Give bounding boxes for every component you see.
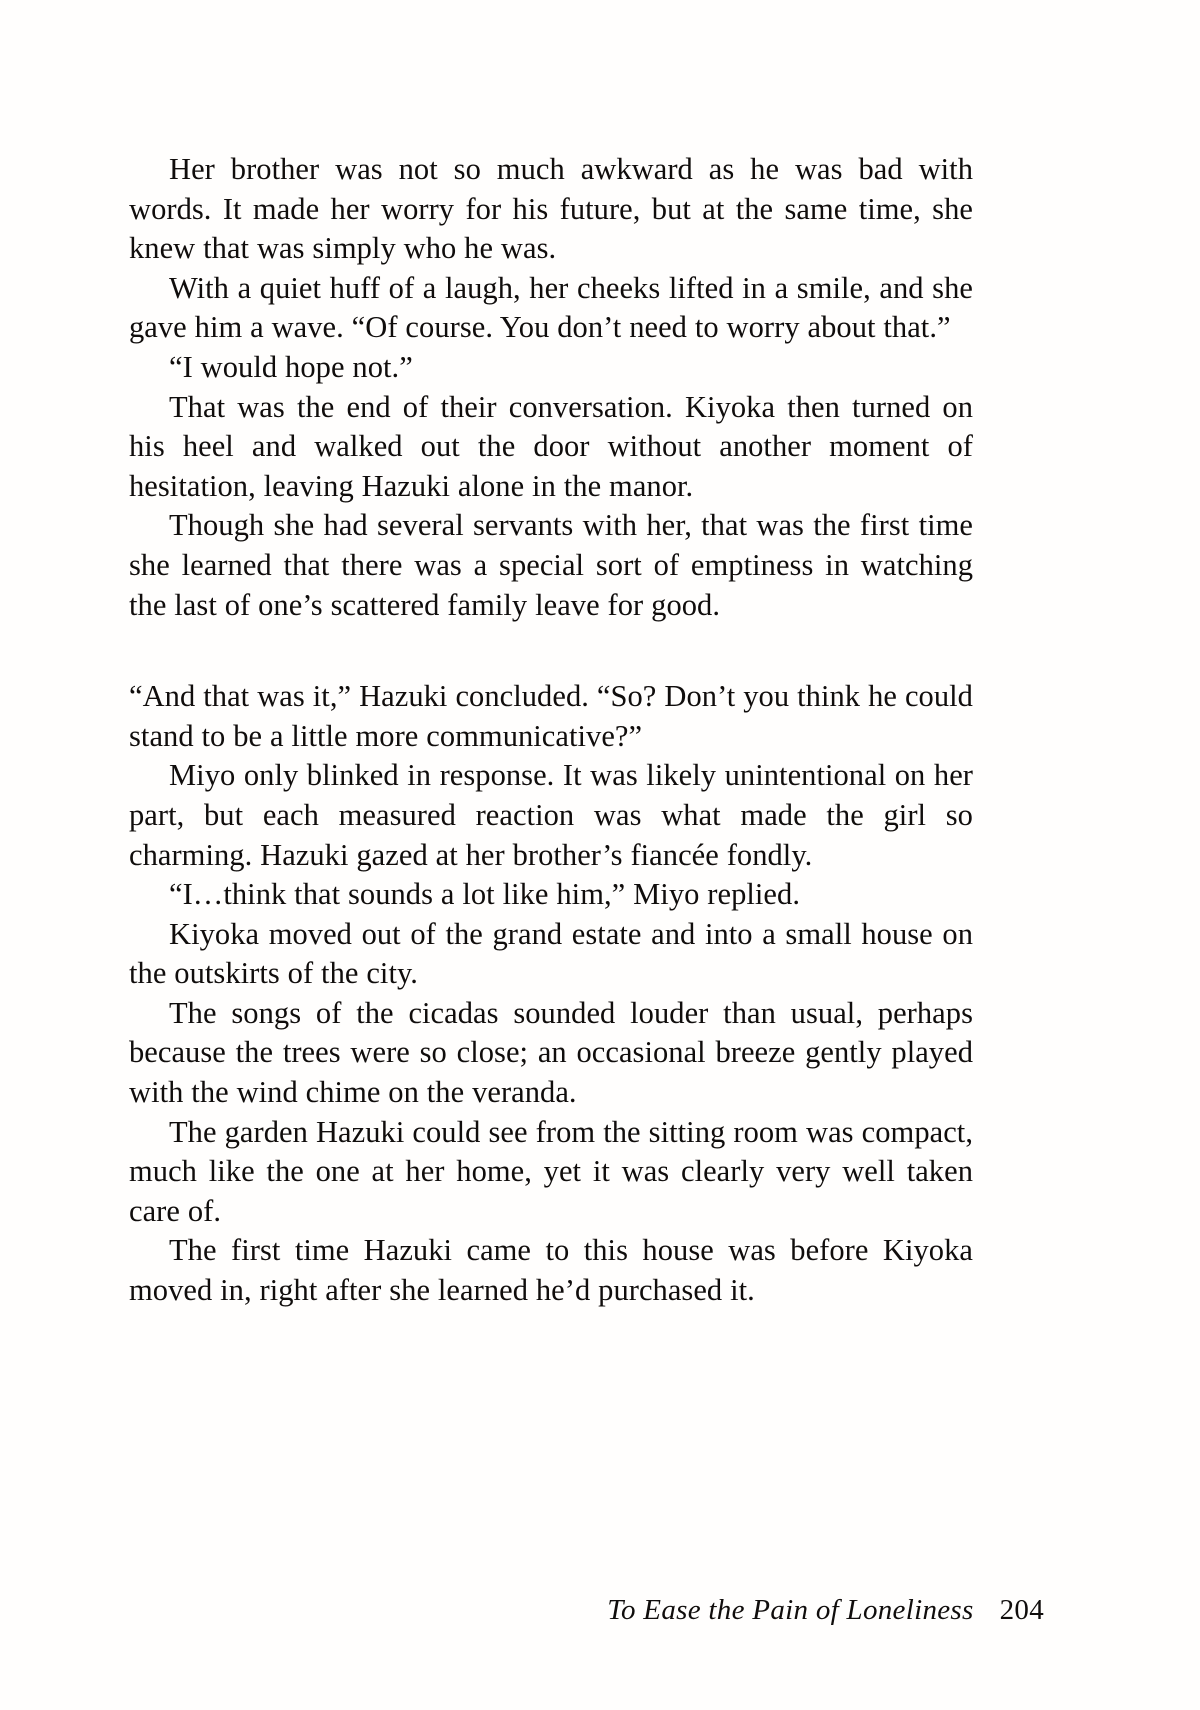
- scene-break: [129, 625, 973, 677]
- paragraph: Though she had several servants with her, that was the first time she learned that there was a special sort of emptiness in watching the last of one’s scattered family leave for good.: [129, 508, 973, 622]
- paragraph: The garden Hazuki could see from the sitting room was compact, much like the one at her home, yet it was clearly very well taken care of.: [129, 1114, 973, 1228]
- paragraph: The songs of the cicadas sounded louder than usual, perhaps because the trees were so close; an occasional breeze gently played with the wind chime on the veranda.: [129, 995, 973, 1110]
- paragraph: Miyo only blinked in response. It was likely unintentional on her part, but each measured reaction was what made the girl so charming. Hazuki gazed at her brother’s fiancée fondly.: [129, 758, 973, 872]
- paragraph: “And that was it,” Hazuki concluded. “So? Don’t you think he could stand to be a little more communicative?”: [129, 679, 973, 753]
- paragraph: With a quiet huff of a laugh, her cheeks lifted in a smile, and she gave him a wave. “Of course. You don’t need to worry about that.”: [129, 270, 973, 345]
- paragraph: “I would hope not.”: [169, 349, 413, 384]
- paragraph: Kiyoka moved out of the grand estate and into a small house on the outskirts of the city.: [129, 916, 973, 991]
- running-title: To Ease the Pain of Loneliness: [607, 1594, 974, 1626]
- paragraph: “I…think that sounds a lot like him,” Miyo replied.: [169, 877, 800, 912]
- page-number: 204: [999, 1594, 1044, 1626]
- paragraph: The first time Hazuki came to this house was before Kiyoka moved in, right after she learned he’d purchased it.: [129, 1233, 973, 1308]
- paragraph: That was the end of their conversation. Kiyoka then turned on his heel and walked out the door without another moment of hesitation, leaving Hazuki alone in the manor.: [129, 389, 973, 503]
- body-text-column: [129, 150, 973, 1311]
- page-footer: [129, 1594, 1044, 1627]
- paragraph: Her brother was not so much awkward as he was bad with words. It made her worry for his future, but at the same time, she knew that was simply who he was.: [129, 152, 973, 266]
